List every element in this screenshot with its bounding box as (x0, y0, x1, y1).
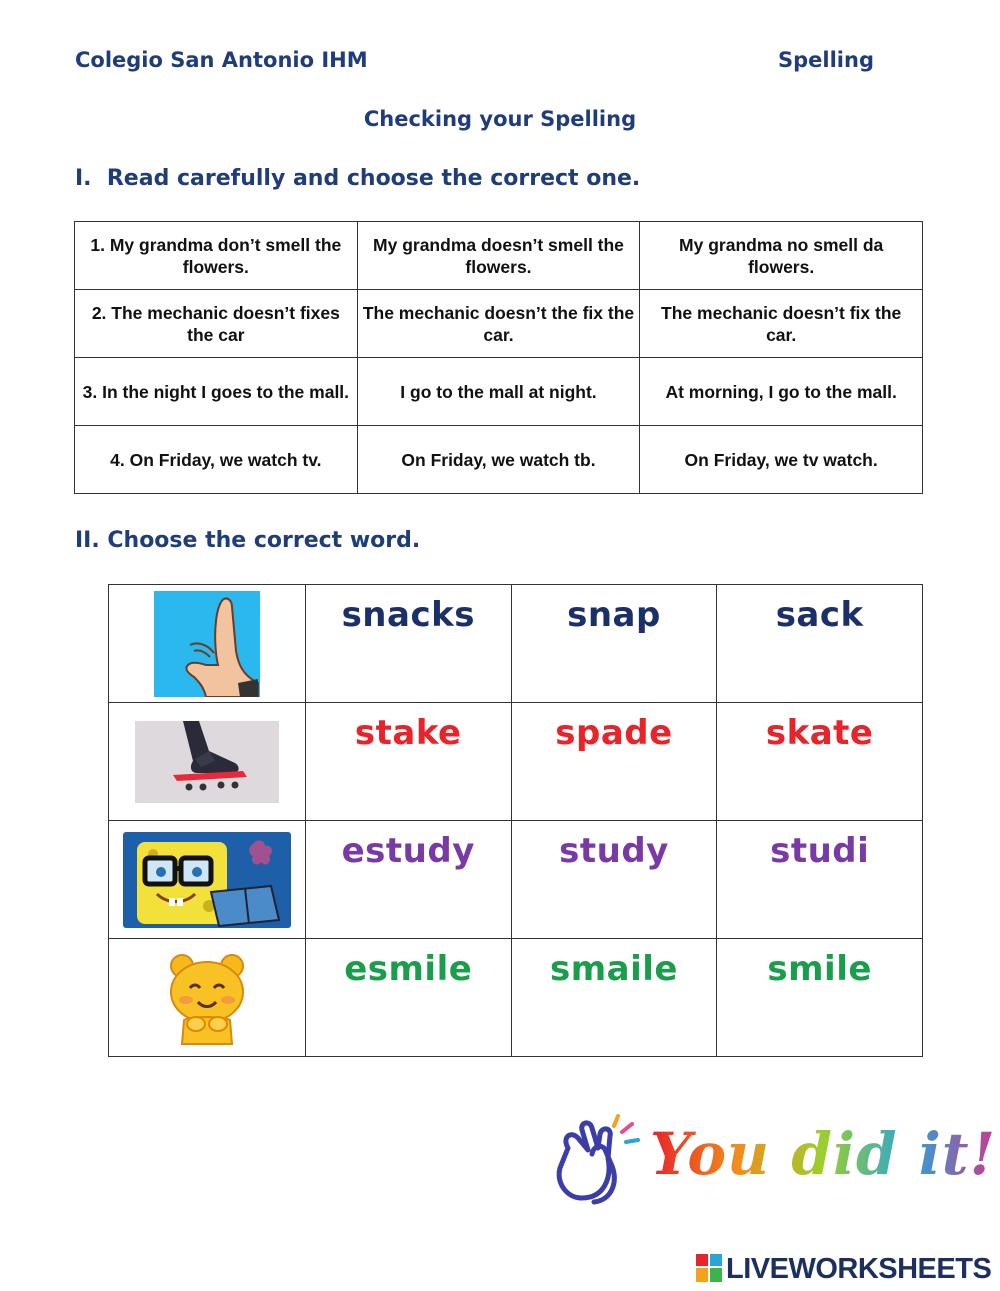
picture-cell (109, 821, 306, 939)
sentence-option[interactable]: 3. In the night I goes to the mall. (75, 358, 358, 426)
skateboard-icon (135, 721, 279, 803)
word-option-cell[interactable] (717, 585, 923, 703)
table-row (109, 939, 923, 1057)
table-row (75, 290, 923, 358)
sentence-option[interactable]: The mechanic doesn’t the fix the car. (357, 290, 640, 358)
word-option-cell[interactable] (305, 585, 511, 703)
word-option-cell[interactable] (305, 821, 511, 939)
word-option[interactable]: studi (770, 831, 870, 871)
school-name: Colegio San Antonio IHM (75, 48, 368, 72)
word-option-cell[interactable] (511, 585, 717, 703)
sentence-option[interactable]: At morning, I go to the mall. (640, 358, 923, 426)
word-option[interactable]: snacks (341, 595, 475, 635)
word-option-cell[interactable] (717, 821, 923, 939)
word-option-cell[interactable] (511, 939, 717, 1057)
word-option-cell[interactable] (717, 703, 923, 821)
sentence-option[interactable]: On Friday, we tv watch. (640, 426, 923, 494)
word-option[interactable]: snap (567, 595, 661, 635)
spongebob-study-icon (123, 832, 291, 928)
word-option[interactable]: spade (555, 713, 673, 753)
sentence-option[interactable]: 2. The mechanic doesn’t fixes the car (75, 290, 358, 358)
table-row (75, 426, 923, 494)
word-option-cell[interactable] (717, 939, 923, 1057)
word-option[interactable]: esmile (344, 949, 473, 989)
table-row (109, 821, 923, 939)
liveworksheets-logo-icon (696, 1254, 724, 1284)
word-option[interactable]: sack (775, 595, 864, 635)
word-choice-table (108, 584, 923, 1057)
word-option-cell[interactable] (305, 703, 511, 821)
word-option[interactable]: stake (354, 713, 462, 753)
sentence-option[interactable]: The mechanic doesn’t fix the car. (640, 290, 923, 358)
word-option-cell[interactable] (511, 821, 717, 939)
subject-label: Spelling (778, 48, 874, 72)
section-1-heading: I. Read carefully and choose the correct one. (75, 166, 641, 191)
clapping-hands-icon (548, 1108, 648, 1208)
sentence-option[interactable]: My grandma doesn’t smell the flowers. (357, 222, 640, 290)
table-row (109, 703, 923, 821)
celebration-label: You did it! (650, 1120, 997, 1188)
celebration-text (650, 1120, 996, 1188)
page-title: Checking your Spelling (363, 107, 637, 131)
word-option-cell[interactable] (511, 703, 717, 821)
table-row (75, 222, 923, 290)
word-option[interactable]: smile (767, 949, 872, 989)
section-2-heading: II. Choose the correct word. (75, 528, 421, 553)
word-option-cell[interactable] (305, 939, 511, 1057)
snapping-fingers-icon (154, 591, 260, 697)
sentence-choice-table (74, 221, 923, 494)
table-row (75, 358, 923, 426)
word-option[interactable]: smaile (549, 949, 678, 989)
word-option[interactable]: skate (765, 713, 874, 753)
table-row (109, 585, 923, 703)
sentence-option[interactable]: My grandma no smell da flowers. (640, 222, 923, 290)
picture-cell (109, 939, 306, 1057)
word-option[interactable]: study (559, 831, 669, 871)
sentence-option[interactable]: I go to the mall at night. (357, 358, 640, 426)
picture-cell (109, 585, 306, 703)
brand-name: LIVEWORKSHEETS (726, 1252, 992, 1285)
sentence-option[interactable]: On Friday, we watch tb. (357, 426, 640, 494)
liveworksheets-brand (696, 1253, 991, 1285)
sentence-option[interactable]: 1. My grandma don’t smell the flowers. (75, 222, 358, 290)
you-did-it-banner (548, 1108, 997, 1208)
sentence-option[interactable]: 4. On Friday, we watch tv. (75, 426, 358, 494)
smiling-bear-icon (162, 950, 252, 1046)
picture-cell (109, 703, 306, 821)
word-option[interactable]: estudy (341, 831, 475, 871)
